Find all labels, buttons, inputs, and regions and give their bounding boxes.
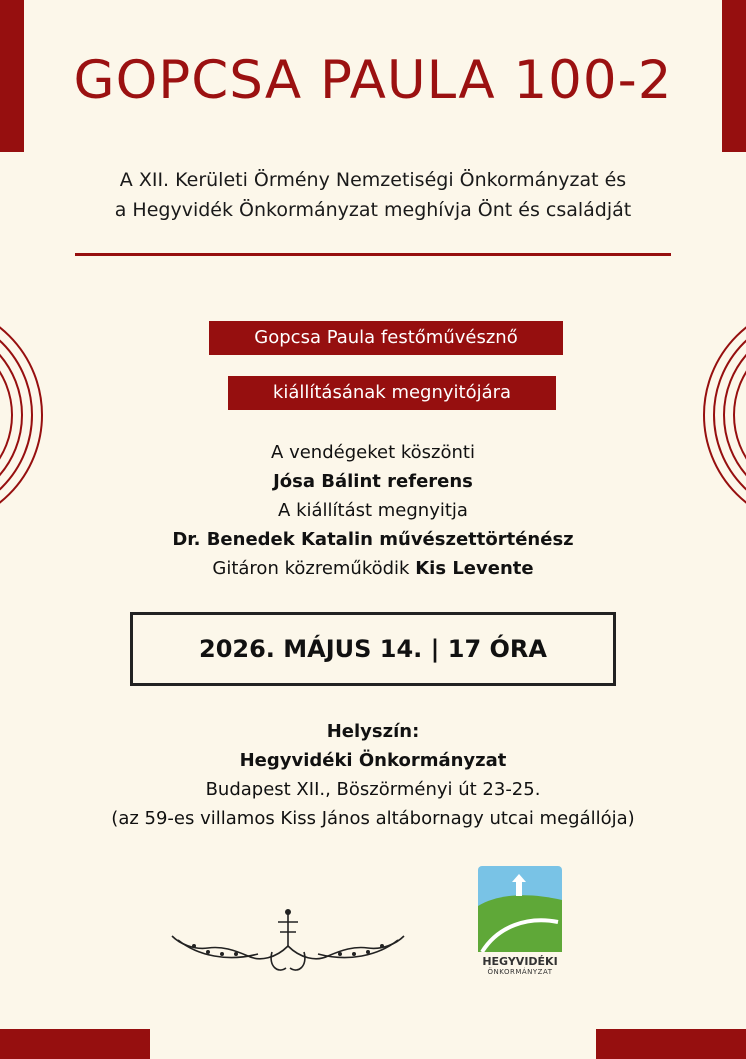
open-label: A kiállítást megnyitja — [278, 500, 468, 521]
guitar-line — [0, 554, 746, 583]
open-name: Dr. Benedek Katalin művészettörténész — [172, 529, 574, 550]
greet-label: A vendégeket köszönti — [271, 442, 475, 463]
venue-name: Hegyvidéki Önkormányzat — [239, 750, 507, 771]
venue-address: Budapest XII., Böszörményi út 23-25. — [205, 779, 541, 800]
date-box — [130, 612, 616, 686]
venue-note: (az 59-es villamos Kiss János altábornagy utcai megállója) — [111, 808, 635, 829]
program — [0, 438, 746, 583]
artist-badge: Gopcsa Paula festőművésznő — [209, 321, 563, 355]
page-title: GOPCSA PAULA 100-2 — [73, 50, 673, 111]
greet-name: Jósa Bálint referens — [273, 471, 473, 492]
intro-line-2: a Hegyvidék Önkormányzat meghívja Önt és családját — [114, 199, 632, 221]
intro-text — [0, 165, 746, 225]
logo-sub: ÖNKORMÁNYZAT — [487, 968, 553, 976]
event-badge: kiállításának megnyitójára — [228, 376, 556, 410]
divider — [75, 253, 671, 256]
venue — [0, 717, 746, 833]
intro-line-1: A XII. Kerületi Örmény Nemzetiségi Önkormányzat és — [119, 169, 627, 191]
venue-label: Helyszín: — [326, 721, 420, 742]
hegyvideki-logo — [478, 866, 562, 976]
corner-bar-bottom-left — [0, 1029, 150, 1059]
corner-bar-bottom-right — [596, 1029, 746, 1059]
guitar-name: Kis Levente — [415, 558, 534, 579]
hill-logo-icon — [478, 866, 562, 952]
event-date: 2026. MÁJUS 14. | 17 ÓRA — [199, 635, 547, 663]
guitar-label: Gitáron közreműködik — [212, 558, 410, 579]
logo-name: HEGYVIDÉKI — [482, 955, 558, 968]
armenian-ornament-icon — [168, 906, 408, 978]
